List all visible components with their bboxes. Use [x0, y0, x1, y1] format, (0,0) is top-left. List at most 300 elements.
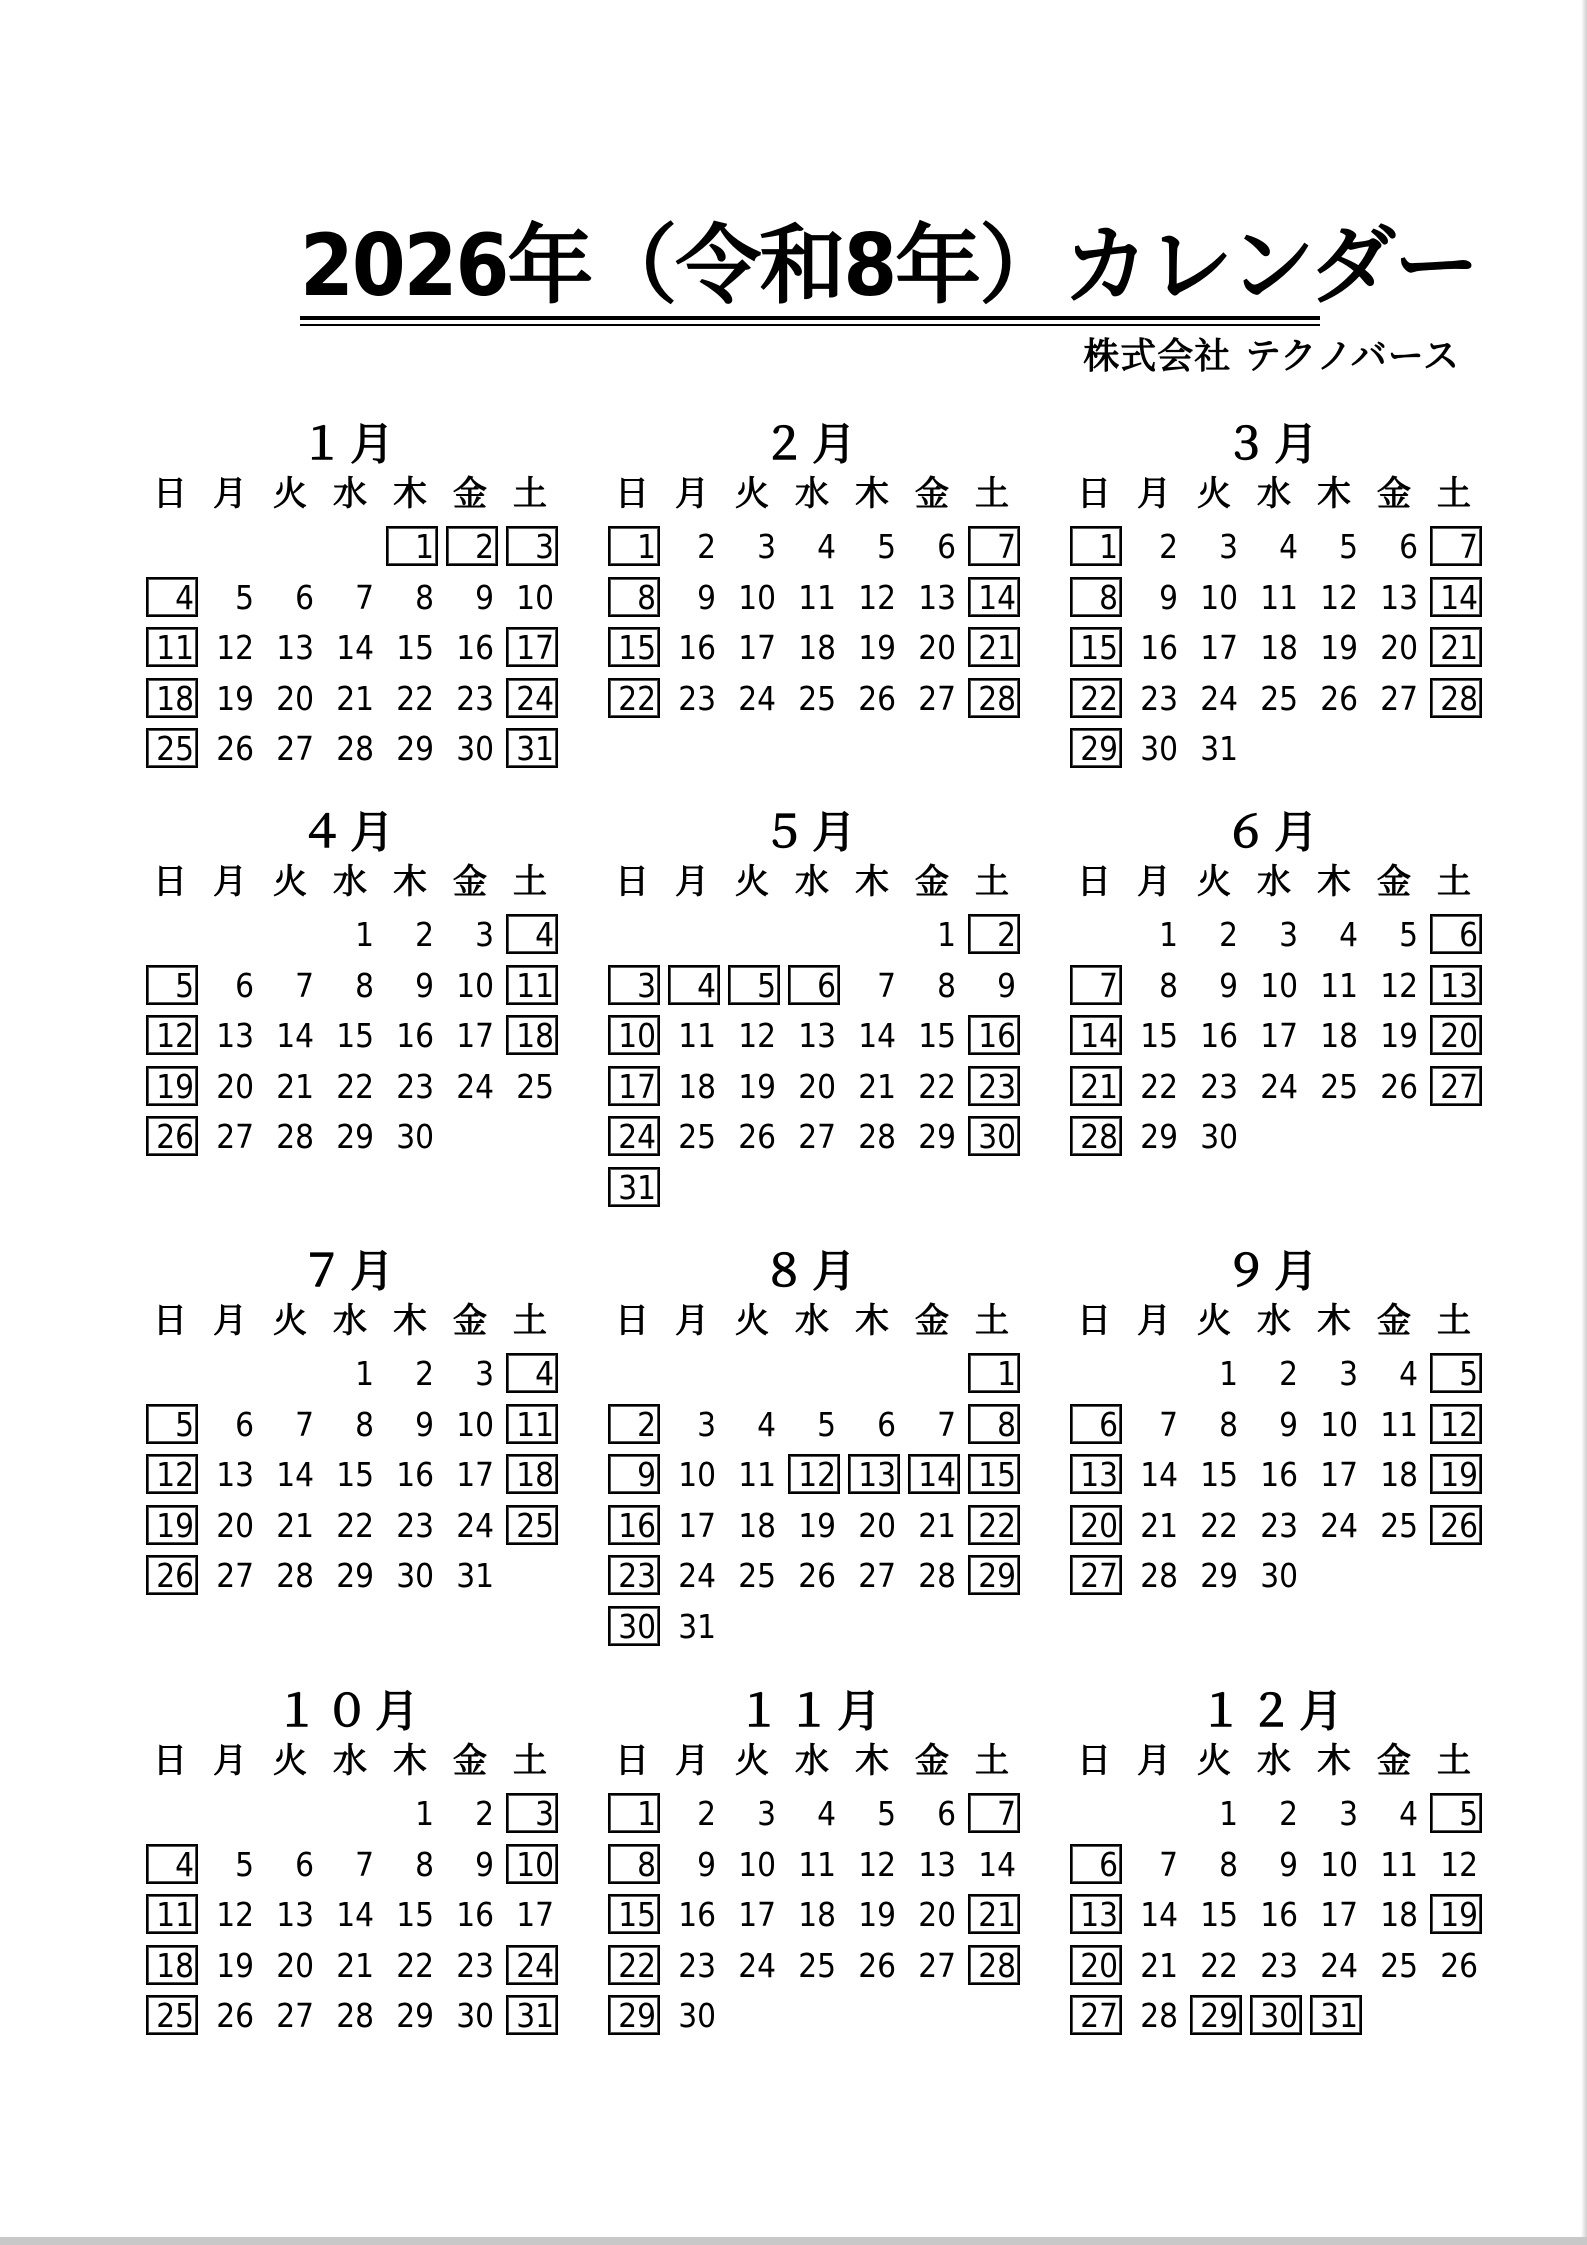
- empty-day: [200, 912, 260, 958]
- day: 19: [798, 1505, 836, 1545]
- holiday-day: 10: [500, 1842, 560, 1888]
- day: 18: [1380, 1455, 1418, 1494]
- day: 6: [937, 527, 956, 566]
- empty-day: [500, 1114, 560, 1160]
- weekday-header: [1064, 472, 1484, 524]
- day: 7: [1159, 1844, 1178, 1884]
- week-row: [602, 625, 1022, 676]
- day: 3: [757, 1794, 776, 1833]
- holiday-day: 25: [140, 726, 200, 772]
- day: 24: [738, 1945, 776, 1985]
- holiday-day: 15: [962, 1452, 1022, 1498]
- week-row: [140, 524, 560, 575]
- holiday-day: 22: [1064, 676, 1124, 722]
- day: 20: [216, 1066, 254, 1106]
- empty-day: [722, 1604, 782, 1650]
- day: 11: [1380, 1404, 1418, 1444]
- day: 25: [798, 678, 836, 718]
- empty-day: [1124, 1791, 1184, 1837]
- day: 24: [738, 678, 776, 718]
- holiday-day: 28: [1064, 1114, 1124, 1160]
- holiday-day: 22: [602, 676, 662, 722]
- day: 10: [738, 1844, 776, 1884]
- month-block: [1064, 1685, 1484, 2044]
- day: 16: [678, 628, 716, 667]
- holiday-day: 14: [1424, 575, 1484, 621]
- month-name: ４月: [300, 807, 400, 858]
- day: 26: [216, 729, 254, 768]
- day: 31: [1200, 729, 1238, 768]
- day: 18: [678, 1066, 716, 1106]
- day: 15: [336, 1455, 374, 1494]
- day: 2: [1279, 1354, 1298, 1393]
- holiday-day: 18: [500, 1013, 560, 1059]
- weekday-label: 月: [675, 862, 709, 902]
- day: 20: [1380, 628, 1418, 667]
- day: 23: [1140, 678, 1178, 718]
- empty-day: [722, 912, 782, 958]
- day: 6: [295, 1844, 314, 1884]
- holiday-day: 24: [500, 676, 560, 722]
- week-row: [1064, 1943, 1484, 1994]
- day: 6: [937, 1794, 956, 1833]
- holiday-day: 17: [500, 625, 560, 671]
- title-block: [300, 216, 1478, 326]
- day: 28: [858, 1117, 896, 1156]
- day: 28: [918, 1556, 956, 1595]
- day: 6: [235, 1404, 254, 1444]
- weekday-label: 日: [153, 474, 187, 514]
- day: 7: [937, 1404, 956, 1444]
- day: 21: [1140, 1945, 1178, 1985]
- day: 27: [276, 1996, 314, 2035]
- day: 17: [1200, 628, 1238, 667]
- day: 26: [858, 678, 896, 718]
- empty-day: [662, 1165, 722, 1211]
- day: 27: [216, 1556, 254, 1595]
- weekday-label: 水: [333, 1741, 367, 1781]
- day: 15: [396, 1895, 434, 1934]
- month-name: ２月: [762, 419, 862, 470]
- week-row: [140, 1993, 560, 2044]
- day: 16: [1260, 1895, 1298, 1934]
- empty-day: [1364, 1993, 1424, 2039]
- day: 26: [1380, 1066, 1418, 1106]
- weekday-label: 日: [153, 1301, 187, 1341]
- day: 26: [738, 1117, 776, 1156]
- page-title: 2026年（令和8年）カレンダー: [300, 216, 1478, 316]
- day: 2: [415, 915, 434, 954]
- empty-day: [500, 1553, 560, 1599]
- month-block: [602, 806, 1022, 1215]
- weekday-label: 月: [1137, 474, 1171, 514]
- holiday-day: 27: [1064, 1553, 1124, 1599]
- day: 18: [1380, 1895, 1418, 1934]
- day: 10: [738, 577, 776, 617]
- week-row: [1064, 1993, 1484, 2044]
- weekday-label: 月: [213, 862, 247, 902]
- holiday-day: 31: [500, 1993, 560, 2039]
- weekday-label: 木: [1317, 1741, 1351, 1781]
- weekday-label: 金: [915, 1301, 949, 1341]
- day: 14: [276, 1455, 314, 1494]
- weekday-label: 金: [915, 1741, 949, 1781]
- holiday-day: 4: [500, 1351, 560, 1397]
- day: 18: [1320, 1016, 1358, 1055]
- week-row: [1064, 1892, 1484, 1943]
- weekday-label: 月: [213, 1741, 247, 1781]
- day: 29: [336, 1117, 374, 1156]
- day: 9: [415, 1404, 434, 1444]
- month-block: [602, 418, 1022, 726]
- day: 9: [475, 1844, 494, 1884]
- week-row: [140, 912, 560, 963]
- weekday-label: 土: [513, 1741, 547, 1781]
- holiday-day: 1: [1064, 524, 1124, 570]
- day: 17: [1320, 1455, 1358, 1494]
- holiday-day: 5: [1424, 1351, 1484, 1397]
- day: 28: [336, 729, 374, 768]
- holiday-day: 1: [602, 524, 662, 570]
- empty-day: [662, 1351, 722, 1397]
- week-row: [140, 1351, 560, 1402]
- day: 8: [415, 1844, 434, 1884]
- empty-day: [200, 524, 260, 570]
- day: 29: [1140, 1117, 1178, 1156]
- weekday-label: 月: [213, 474, 247, 514]
- holiday-day: 26: [1424, 1503, 1484, 1549]
- holiday-day: 27: [1424, 1064, 1484, 1110]
- week-row: [140, 625, 560, 676]
- day: 22: [918, 1066, 956, 1106]
- day: 5: [235, 577, 254, 617]
- day: 10: [1200, 577, 1238, 617]
- day: 20: [216, 1505, 254, 1545]
- day: 22: [1140, 1066, 1178, 1106]
- weekday-label: 火: [1197, 474, 1231, 514]
- weekday-header: [1064, 860, 1484, 912]
- day: 16: [396, 1016, 434, 1055]
- day: 24: [1320, 1945, 1358, 1985]
- weekday-label: 水: [1257, 474, 1291, 514]
- holiday-day: 5: [140, 1402, 200, 1448]
- day: 4: [757, 1404, 776, 1444]
- holiday-day: 29: [1184, 1993, 1244, 2039]
- day: 30: [456, 729, 494, 768]
- holiday-day: 8: [602, 575, 662, 621]
- day: 23: [456, 678, 494, 718]
- weekday-header: [1064, 1739, 1484, 1791]
- holiday-day: 11: [140, 1892, 200, 1938]
- holiday-day: 8: [962, 1402, 1022, 1448]
- weekday-label: 金: [453, 862, 487, 902]
- day: 21: [336, 1945, 374, 1985]
- empty-day: [1364, 1114, 1424, 1160]
- weekday-label: 水: [795, 862, 829, 902]
- week-row: [602, 1351, 1022, 1402]
- empty-day: [260, 1351, 320, 1397]
- month-name: １０月: [275, 1686, 425, 1737]
- holiday-day: 21: [962, 625, 1022, 671]
- empty-day: [902, 1165, 962, 1211]
- week-row: [140, 963, 560, 1014]
- day: 9: [1219, 965, 1238, 1005]
- week-row: [1064, 1553, 1484, 1604]
- holiday-day: 3: [500, 524, 560, 570]
- day: 20: [276, 1945, 314, 1985]
- week-row: [140, 1064, 560, 1115]
- weekday-label: 木: [1317, 474, 1351, 514]
- holiday-day: 7: [962, 524, 1022, 570]
- day: 7: [877, 965, 896, 1005]
- day: 15: [918, 1016, 956, 1055]
- day: 21: [858, 1066, 896, 1106]
- empty-day: [1064, 1791, 1124, 1837]
- week-row: [140, 1452, 560, 1503]
- day: 12: [738, 1016, 776, 1055]
- day: 30: [1140, 729, 1178, 768]
- week-row: [602, 1892, 1022, 1943]
- day: 26: [216, 1996, 254, 2035]
- day: 13: [798, 1016, 836, 1055]
- empty-day: [842, 912, 902, 958]
- day: 14: [336, 628, 374, 667]
- holiday-day: 11: [140, 625, 200, 671]
- day: 27: [918, 1945, 956, 1985]
- weekday-label: 水: [795, 474, 829, 514]
- day: 12: [858, 577, 896, 617]
- empty-day: [1304, 1553, 1364, 1599]
- day: 27: [276, 729, 314, 768]
- day: 22: [1200, 1945, 1238, 1985]
- week-row: [602, 1503, 1022, 1554]
- weekday-label: 火: [735, 862, 769, 902]
- holiday-day: 12: [140, 1452, 200, 1498]
- week-row: [1064, 1503, 1484, 1554]
- month-name: １２月: [1199, 1686, 1349, 1737]
- week-row: [140, 676, 560, 727]
- day: 13: [1380, 577, 1418, 617]
- day: 15: [1200, 1895, 1238, 1934]
- weekday-label: 木: [393, 1301, 427, 1341]
- day: 8: [415, 577, 434, 617]
- holiday-day: 26: [140, 1114, 200, 1160]
- holiday-day: 19: [140, 1064, 200, 1110]
- empty-day: [1424, 1114, 1484, 1160]
- holiday-day: 5: [1424, 1791, 1484, 1837]
- empty-day: [440, 1114, 500, 1160]
- day: 25: [1380, 1505, 1418, 1545]
- week-row: [140, 1791, 560, 1842]
- empty-day: [1304, 726, 1364, 772]
- day: 10: [1320, 1844, 1358, 1884]
- day: 1: [355, 1354, 374, 1393]
- holiday-day: 30: [1244, 1993, 1304, 2039]
- day: 6: [877, 1404, 896, 1444]
- week-row: [602, 1791, 1022, 1842]
- day: 14: [1140, 1895, 1178, 1934]
- weekday-label: 日: [615, 1741, 649, 1781]
- empty-day: [260, 524, 320, 570]
- empty-day: [1304, 1114, 1364, 1160]
- weekday-label: 日: [153, 862, 187, 902]
- week-row: [140, 726, 560, 777]
- day: 12: [858, 1844, 896, 1884]
- weekday-label: 金: [1377, 862, 1411, 902]
- holiday-day: 21: [962, 1892, 1022, 1938]
- holiday-day: 1: [962, 1351, 1022, 1397]
- week-row: [602, 575, 1022, 626]
- weekday-label: 金: [1377, 474, 1411, 514]
- company-name: 株式会社 テクノバース: [1083, 336, 1460, 377]
- week-row: [1064, 726, 1484, 777]
- day: 23: [1260, 1505, 1298, 1545]
- weekday-header: [602, 860, 1022, 912]
- day: 3: [757, 527, 776, 566]
- day: 6: [1399, 527, 1418, 566]
- day: 5: [877, 1794, 896, 1833]
- day: 12: [1320, 577, 1358, 617]
- day: 4: [817, 1794, 836, 1833]
- day: 11: [798, 1844, 836, 1884]
- day: 2: [415, 1354, 434, 1393]
- month-block: [602, 1245, 1022, 1654]
- day: 30: [396, 1117, 434, 1156]
- day: 26: [858, 1945, 896, 1985]
- day: 1: [1219, 1794, 1238, 1833]
- day: 29: [396, 1996, 434, 2035]
- day: 3: [475, 1354, 494, 1393]
- day: 9: [475, 577, 494, 617]
- holiday-day: 30: [602, 1604, 662, 1650]
- day: 25: [1320, 1066, 1358, 1106]
- weekday-label: 木: [855, 1301, 889, 1341]
- empty-day: [1364, 1553, 1424, 1599]
- day: 4: [1339, 915, 1358, 954]
- empty-day: [722, 1165, 782, 1211]
- empty-day: [1064, 1351, 1124, 1397]
- day: 5: [235, 1844, 254, 1884]
- day: 27: [798, 1117, 836, 1156]
- weekday-header: [1064, 1299, 1484, 1351]
- day: 2: [1279, 1794, 1298, 1833]
- holiday-day: 1: [602, 1791, 662, 1837]
- day: 28: [276, 1556, 314, 1595]
- day: 23: [1260, 1945, 1298, 1985]
- day: 17: [1320, 1895, 1358, 1934]
- holiday-day: 18: [140, 676, 200, 722]
- holiday-day: 22: [602, 1943, 662, 1989]
- day: 26: [1320, 678, 1358, 718]
- day: 6: [295, 577, 314, 617]
- weekday-header: [602, 1299, 1022, 1351]
- holiday-day: 26: [140, 1553, 200, 1599]
- day: 23: [678, 678, 716, 718]
- weekday-label: 木: [1317, 1301, 1351, 1341]
- holiday-day: 28: [1424, 676, 1484, 722]
- day: 11: [1380, 1844, 1418, 1884]
- day: 25: [678, 1117, 716, 1156]
- weekday-label: 火: [273, 862, 307, 902]
- weekday-label: 火: [1197, 862, 1231, 902]
- day: 25: [516, 1066, 554, 1106]
- weekday-label: 土: [975, 1741, 1009, 1781]
- day: 24: [678, 1556, 716, 1595]
- holiday-day: 18: [500, 1452, 560, 1498]
- empty-day: [1424, 726, 1484, 772]
- week-row: [140, 1503, 560, 1554]
- weekday-label: 火: [735, 1741, 769, 1781]
- day: 8: [1219, 1844, 1238, 1884]
- day: 1: [355, 915, 374, 954]
- day: 22: [1200, 1505, 1238, 1545]
- day: 16: [1200, 1016, 1238, 1055]
- day: 9: [697, 1844, 716, 1884]
- month-block: [1064, 1245, 1484, 1604]
- holiday-day: 6: [1064, 1842, 1124, 1888]
- holiday-day: 16: [962, 1013, 1022, 1059]
- holiday-day: 1: [380, 524, 440, 570]
- weekday-label: 木: [855, 862, 889, 902]
- weekday-header: [140, 1299, 560, 1351]
- day: 10: [1320, 1404, 1358, 1444]
- day: 18: [798, 628, 836, 667]
- weekday-label: 金: [453, 474, 487, 514]
- week-row: [602, 1604, 1022, 1655]
- weekday-label: 土: [975, 1301, 1009, 1341]
- day: 7: [295, 965, 314, 1005]
- day: 21: [276, 1505, 314, 1545]
- empty-day: [842, 1351, 902, 1397]
- week-row: [602, 1013, 1022, 1064]
- day: 29: [918, 1117, 956, 1156]
- holiday-day: 25: [140, 1993, 200, 2039]
- holiday-day: 13: [1424, 963, 1484, 1009]
- empty-day: [782, 1993, 842, 2039]
- day: 4: [1279, 527, 1298, 566]
- empty-day: [902, 1351, 962, 1397]
- holiday-day: 14: [1064, 1013, 1124, 1059]
- day: 28: [1140, 1556, 1178, 1595]
- weekday-label: 日: [615, 474, 649, 514]
- week-row: [140, 1013, 560, 1064]
- day: 13: [216, 1016, 254, 1055]
- day: 5: [1399, 915, 1418, 954]
- weekday-label: 月: [675, 1301, 709, 1341]
- empty-day: [782, 1351, 842, 1397]
- day: 22: [336, 1066, 374, 1106]
- empty-day: [1244, 1114, 1304, 1160]
- week-row: [602, 676, 1022, 727]
- day: 11: [1260, 577, 1298, 617]
- day: 30: [396, 1556, 434, 1595]
- month-name: ６月: [1224, 807, 1324, 858]
- holiday-day: 20: [1064, 1943, 1124, 1989]
- month-name: ８月: [762, 1246, 862, 1297]
- day: 23: [678, 1945, 716, 1985]
- day: 13: [276, 628, 314, 667]
- day: 17: [1260, 1016, 1298, 1055]
- week-row: [602, 1064, 1022, 1115]
- empty-day: [842, 1165, 902, 1211]
- day: 19: [1320, 628, 1358, 667]
- day: 8: [1219, 1404, 1238, 1444]
- weekday-label: 水: [795, 1741, 829, 1781]
- day: 21: [276, 1066, 314, 1106]
- empty-day: [962, 1993, 1022, 2039]
- day: 1: [415, 1794, 434, 1833]
- day: 21: [1140, 1505, 1178, 1545]
